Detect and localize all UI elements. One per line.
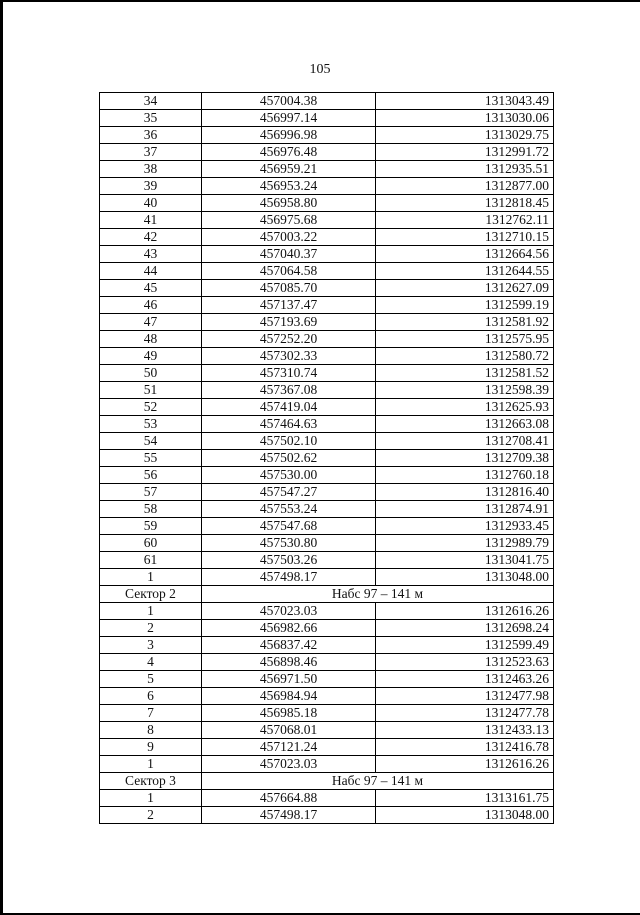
y-coordinate: 1312616.26 [376, 756, 554, 773]
y-coordinate: 1312616.26 [376, 603, 554, 620]
table-row [100, 671, 554, 688]
table-row [100, 569, 554, 586]
y-coordinate: 1312463.26 [376, 671, 554, 688]
x-coordinate: 457023.03 [202, 603, 376, 620]
sector-elevation: Набс 97 – 141 м [202, 773, 554, 790]
scan-edge-top [0, 0, 640, 2]
table-row [100, 195, 554, 212]
point-number: 46 [100, 297, 202, 314]
y-coordinate: 1312416.78 [376, 739, 554, 756]
point-number: 1 [100, 756, 202, 773]
point-number: 36 [100, 127, 202, 144]
point-number: 38 [100, 161, 202, 178]
table-row [100, 518, 554, 535]
point-number: 41 [100, 212, 202, 229]
y-coordinate: 1312523.63 [376, 654, 554, 671]
x-coordinate: 457085.70 [202, 280, 376, 297]
table-row [100, 144, 554, 161]
y-coordinate: 1313048.00 [376, 807, 554, 824]
table-row [100, 331, 554, 348]
x-coordinate: 457040.37 [202, 246, 376, 263]
table-row [100, 501, 554, 518]
point-number: 49 [100, 348, 202, 365]
table-row [100, 280, 554, 297]
table-row [100, 365, 554, 382]
y-coordinate: 1312627.09 [376, 280, 554, 297]
y-coordinate: 1312760.18 [376, 467, 554, 484]
point-number: 54 [100, 433, 202, 450]
point-number: 37 [100, 144, 202, 161]
point-number: 48 [100, 331, 202, 348]
x-coordinate: 456996.98 [202, 127, 376, 144]
point-number: 1 [100, 603, 202, 620]
table-row [100, 620, 554, 637]
x-coordinate: 456997.14 [202, 110, 376, 127]
table-row [100, 807, 554, 824]
table-row [100, 229, 554, 246]
table-row [100, 314, 554, 331]
y-coordinate: 1313161.75 [376, 790, 554, 807]
point-number: 60 [100, 535, 202, 552]
table-row [100, 637, 554, 654]
table-row [100, 93, 554, 110]
point-number: 2 [100, 620, 202, 637]
point-number: 2 [100, 807, 202, 824]
x-coordinate: 456953.24 [202, 178, 376, 195]
y-coordinate: 1312580.72 [376, 348, 554, 365]
y-coordinate: 1313030.06 [376, 110, 554, 127]
y-coordinate: 1312663.08 [376, 416, 554, 433]
point-number: 45 [100, 280, 202, 297]
y-coordinate: 1312709.38 [376, 450, 554, 467]
page-number: 105 [309, 62, 331, 77]
table-row [100, 127, 554, 144]
y-coordinate: 1312989.79 [376, 535, 554, 552]
point-number: 39 [100, 178, 202, 195]
x-coordinate: 457064.58 [202, 263, 376, 280]
table-row [100, 382, 554, 399]
y-coordinate: 1312581.52 [376, 365, 554, 382]
x-coordinate: 457068.01 [202, 722, 376, 739]
sector-label: Сектор 3 [100, 773, 202, 790]
x-coordinate: 456959.21 [202, 161, 376, 178]
point-number: 43 [100, 246, 202, 263]
y-coordinate: 1312644.55 [376, 263, 554, 280]
x-coordinate: 457547.27 [202, 484, 376, 501]
table-row [100, 110, 554, 127]
y-coordinate: 1312698.24 [376, 620, 554, 637]
x-coordinate: 457498.17 [202, 569, 376, 586]
sector-header-row [100, 586, 554, 603]
point-number: 50 [100, 365, 202, 382]
y-coordinate: 1313041.75 [376, 552, 554, 569]
table-row [100, 263, 554, 280]
x-coordinate: 457464.63 [202, 416, 376, 433]
table-row [100, 450, 554, 467]
y-coordinate: 1312598.39 [376, 382, 554, 399]
table-row [100, 178, 554, 195]
point-number: 5 [100, 671, 202, 688]
x-coordinate: 456984.94 [202, 688, 376, 705]
y-coordinate: 1312625.93 [376, 399, 554, 416]
table-row [100, 161, 554, 178]
point-number: 1 [100, 790, 202, 807]
point-number: 53 [100, 416, 202, 433]
x-coordinate: 456971.50 [202, 671, 376, 688]
x-coordinate: 457137.47 [202, 297, 376, 314]
table-row [100, 654, 554, 671]
x-coordinate: 457547.68 [202, 518, 376, 535]
x-coordinate: 457302.33 [202, 348, 376, 365]
table-row [100, 467, 554, 484]
scan-edge-left [0, 0, 3, 915]
table-row [100, 688, 554, 705]
x-coordinate: 457121.24 [202, 739, 376, 756]
table-row [100, 722, 554, 739]
y-coordinate: 1313029.75 [376, 127, 554, 144]
y-coordinate: 1312935.51 [376, 161, 554, 178]
y-coordinate: 1312762.11 [376, 212, 554, 229]
table-row [100, 552, 554, 569]
point-number: 40 [100, 195, 202, 212]
x-coordinate: 457503.26 [202, 552, 376, 569]
x-coordinate: 457498.17 [202, 807, 376, 824]
y-coordinate: 1312710.15 [376, 229, 554, 246]
table-row [100, 484, 554, 501]
point-number: 8 [100, 722, 202, 739]
table-row [100, 739, 554, 756]
table-row [100, 399, 554, 416]
point-number: 6 [100, 688, 202, 705]
table-row [100, 212, 554, 229]
x-coordinate: 457004.38 [202, 93, 376, 110]
y-coordinate: 1313043.49 [376, 93, 554, 110]
y-coordinate: 1312708.41 [376, 433, 554, 450]
point-number: 35 [100, 110, 202, 127]
point-number: 59 [100, 518, 202, 535]
y-coordinate: 1312874.91 [376, 501, 554, 518]
point-number: 61 [100, 552, 202, 569]
x-coordinate: 456958.80 [202, 195, 376, 212]
x-coordinate: 457553.24 [202, 501, 376, 518]
table-row [100, 348, 554, 365]
x-coordinate: 456975.68 [202, 212, 376, 229]
point-number: 1 [100, 569, 202, 586]
point-number: 34 [100, 93, 202, 110]
sector-label: Сектор 2 [100, 586, 202, 603]
coordinates-table-body [100, 93, 554, 824]
y-coordinate: 1312877.00 [376, 178, 554, 195]
table-row [100, 790, 554, 807]
point-number: 52 [100, 399, 202, 416]
y-coordinate: 1312575.95 [376, 331, 554, 348]
y-coordinate: 1312991.72 [376, 144, 554, 161]
point-number: 7 [100, 705, 202, 722]
x-coordinate: 457252.20 [202, 331, 376, 348]
y-coordinate: 1312477.78 [376, 705, 554, 722]
y-coordinate: 1312933.45 [376, 518, 554, 535]
x-coordinate: 457530.00 [202, 467, 376, 484]
point-number: 42 [100, 229, 202, 246]
table-row [100, 535, 554, 552]
x-coordinate: 457502.62 [202, 450, 376, 467]
y-coordinate: 1312581.92 [376, 314, 554, 331]
point-number: 51 [100, 382, 202, 399]
table-row [100, 705, 554, 722]
y-coordinate: 1312818.45 [376, 195, 554, 212]
y-coordinate: 1312599.49 [376, 637, 554, 654]
x-coordinate: 456976.48 [202, 144, 376, 161]
table-row [100, 416, 554, 433]
y-coordinate: 1312477.98 [376, 688, 554, 705]
x-coordinate: 457419.04 [202, 399, 376, 416]
x-coordinate: 457502.10 [202, 433, 376, 450]
x-coordinate: 457530.80 [202, 535, 376, 552]
point-number: 3 [100, 637, 202, 654]
y-coordinate: 1313048.00 [376, 569, 554, 586]
point-number: 47 [100, 314, 202, 331]
y-coordinate: 1312664.56 [376, 246, 554, 263]
point-number: 56 [100, 467, 202, 484]
x-coordinate: 456985.18 [202, 705, 376, 722]
x-coordinate: 456982.66 [202, 620, 376, 637]
x-coordinate: 456898.46 [202, 654, 376, 671]
sector-elevation: Набс 97 – 141 м [202, 586, 554, 603]
x-coordinate: 457310.74 [202, 365, 376, 382]
y-coordinate: 1312433.13 [376, 722, 554, 739]
point-number: 44 [100, 263, 202, 280]
point-number: 55 [100, 450, 202, 467]
x-coordinate: 457367.08 [202, 382, 376, 399]
point-number: 58 [100, 501, 202, 518]
point-number: 4 [100, 654, 202, 671]
table-row [100, 756, 554, 773]
x-coordinate: 457193.69 [202, 314, 376, 331]
table-row [100, 603, 554, 620]
x-coordinate: 457664.88 [202, 790, 376, 807]
sector-header-row [100, 773, 554, 790]
point-number: 9 [100, 739, 202, 756]
y-coordinate: 1312816.40 [376, 484, 554, 501]
table-row [100, 433, 554, 450]
x-coordinate: 457023.03 [202, 756, 376, 773]
x-coordinate: 457003.22 [202, 229, 376, 246]
coordinates-table [99, 92, 554, 824]
table-row [100, 246, 554, 263]
y-coordinate: 1312599.19 [376, 297, 554, 314]
x-coordinate: 456837.42 [202, 637, 376, 654]
table-row [100, 297, 554, 314]
point-number: 57 [100, 484, 202, 501]
